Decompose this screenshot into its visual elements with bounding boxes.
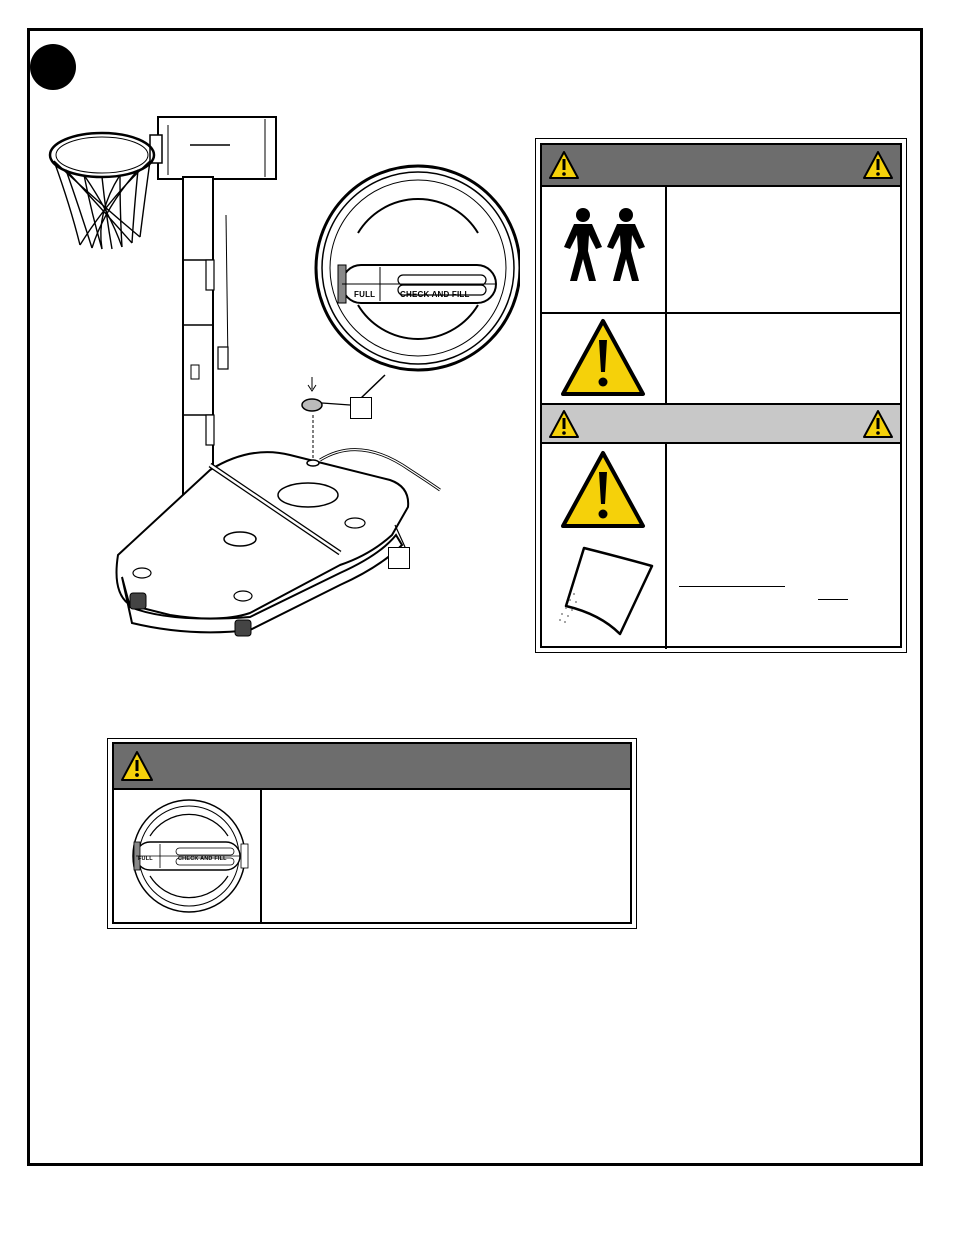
warning-triangle-icon — [120, 750, 154, 782]
warning-triangle-icon — [862, 409, 894, 439]
warning-panel — [535, 138, 907, 653]
cap-check-and-fill-label: CHECK AND FILL — [178, 856, 227, 862]
underline-rule — [679, 586, 785, 587]
flag-icon — [556, 542, 656, 636]
underline-rule — [818, 599, 848, 600]
fill-cap-caution-inner — [112, 742, 632, 924]
warning-header-bar — [542, 145, 900, 187]
cap-full-label: FULL — [138, 856, 153, 862]
two-person-row — [542, 187, 900, 314]
fill-cap-header-bar — [114, 744, 630, 790]
warning-triangle-icon — [560, 450, 646, 530]
callout-box-cap — [350, 397, 372, 419]
fill-cap-text-cell — [262, 790, 630, 922]
warning-triangle-icon — [560, 318, 646, 398]
cap-check-and-fill-label: CHECK AND FILL — [400, 290, 470, 299]
step-marker — [30, 44, 76, 90]
fill-cap-icon-cell — [114, 790, 262, 922]
two-person-lift-icon — [558, 207, 652, 283]
warning-symbol-row — [542, 314, 900, 405]
warning-triangle-icon — [548, 409, 580, 439]
wind-warning-row — [542, 444, 900, 649]
caution-header-bar — [542, 405, 900, 444]
warning-triangle-icon — [548, 150, 580, 180]
warning-triangle-icon — [862, 150, 894, 180]
cap-full-label: FULL — [354, 290, 376, 299]
warning-panel-inner — [540, 143, 902, 648]
basketball-system-drawing — [40, 115, 520, 655]
assembly-illustration — [40, 115, 520, 655]
fill-cap-caution-box — [107, 738, 637, 929]
callout-box-base — [388, 547, 410, 569]
